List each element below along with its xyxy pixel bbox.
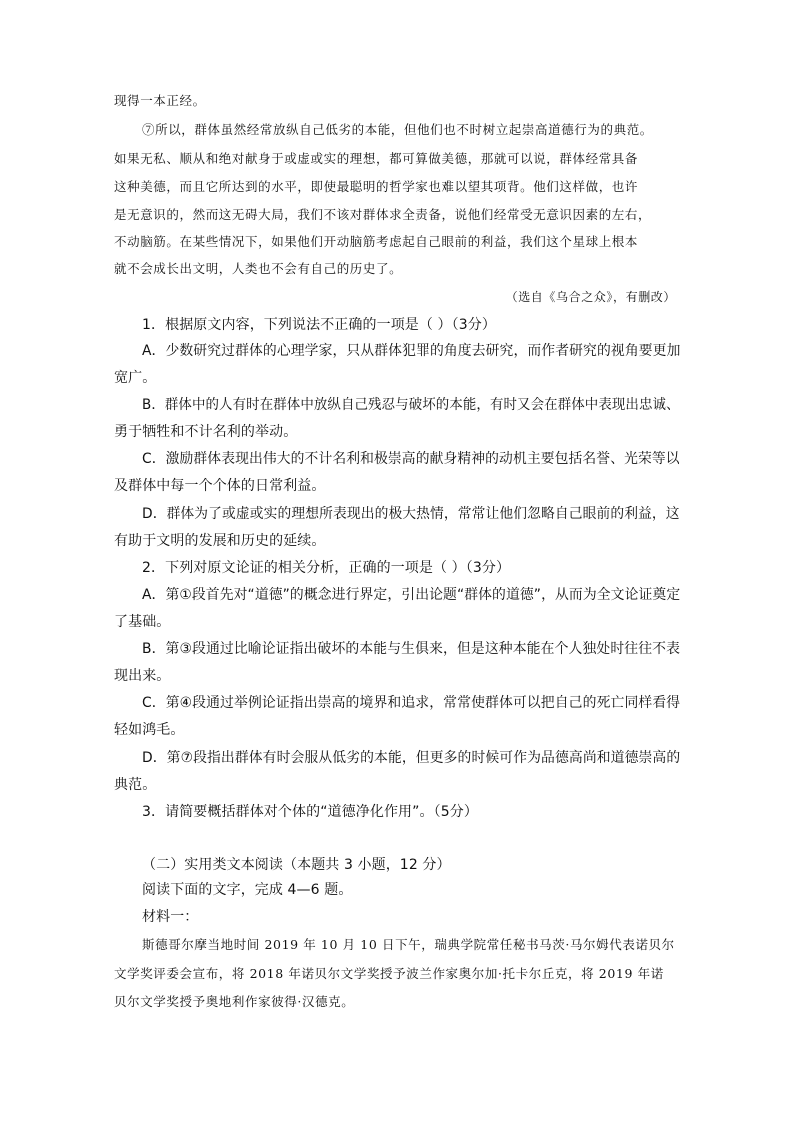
material-1-line: 斯德哥尔摩当地时间 2019 年 10 月 10 日下午，瑞典学院常任秘书马茨·马尔姆代表诺贝尔 [142, 937, 675, 952]
question-1-option-b-cont: 勇于牺牲和不计名利的举动。 [114, 424, 298, 440]
passage-line: 不动脑筋。在某些情况下，如果他们开动脑筋考虑起自己眼前的利益，我们这个星球上根本 [114, 234, 639, 249]
question-2-stem: 2．下列对原文论证的相关分析，正确的一项是（ ）（3分） [142, 560, 511, 576]
question-2-option-d-cont: 典范。 [114, 777, 157, 793]
passage-line: 这种美德，而且它所达到的水平，即使最聪明的哲学家也难以望其项背。他们这样做，也许 [114, 179, 639, 194]
question-2-option-b: B．第③段通过比喻论证指出破坏的本能与生俱来，但是这种本能在个人独处时往往不表 [142, 641, 681, 657]
material-1-line: 文学奖评委会宣布，将 2018 年诺贝尔文学奖授予波兰作家奥尔加·托卡尔丘克，将 2019 年诺 [114, 966, 664, 981]
passage-paragraph-7: ⑦所以，群体虽然经常放纵自己低劣的本能，但他们也不时树立起崇高道德行为的典范。 [142, 122, 653, 137]
question-1-option-d-cont: 有助于文明的发展和历史的延续。 [114, 533, 326, 549]
passage-line: 如果无私、顺从和绝对献身于或虚或实的理想，都可算做美德，那就可以说，群体经常具备 [114, 151, 639, 166]
section-2-heading: （二）实用类文本阅读（本题共 3 小题，12 分） [142, 857, 451, 873]
question-1-option-c: C．激励群体表现出伟大的不计名利和极崇高的献身精神的动机主要包括名誉、光荣等以 [142, 451, 680, 467]
question-1-stem: 1．根据原文内容，下列说法不正确的一项是（ ）（3分） [142, 317, 496, 333]
question-2-option-a: A．第①段首先对“道德”的概念进行界定，引出论题“群体的道德”，从而为全文论证奠定 [142, 587, 681, 603]
passage-line: 就不会成长出文明，人类也不会有自己的历史了。 [114, 261, 403, 276]
question-1-option-c-cont: 及群体中每一个个体的日常利益。 [114, 478, 326, 494]
question-1-option-a: A．少数研究过群体的心理学家，只从群体犯罪的角度去研究，而作者研究的视角要更加 [142, 343, 681, 359]
question-2-option-c-cont: 轻如鸿毛。 [114, 722, 185, 738]
passage-line: 现得一本正经。 [114, 93, 206, 108]
question-2-option-b-cont: 现出来。 [114, 668, 171, 684]
passage-source: （选自《乌合之众》，有删改） [505, 290, 676, 304]
material-1-label: 材料一： [142, 909, 199, 925]
question-1-option-a-cont: 宽广。 [114, 370, 157, 386]
question-3-stem: 3．请简要概括群体对个体的“道德净化作用”。（5分） [142, 804, 478, 820]
passage-line: 是无意识的，然而这无碍大局，我们不该对群体求全责备，说他们经常受无意识因素的左右， [114, 207, 652, 222]
question-2-option-c: C．第④段通过举例论证指出崇高的境界和追求，常常使群体可以把自己的死亡同样看得 [142, 695, 681, 711]
question-2-option-a-cont: 了基础。 [114, 614, 171, 630]
question-1-option-d: D．群体为了或虚或实的理想所表现出的极大热情，常常让他们忽略自己眼前的利益，这 [142, 506, 680, 522]
question-2-option-d: D．第⑦段指出群体有时会服从低劣的本能，但更多的时候可作为品德高尚和道德崇高的 [142, 750, 681, 766]
section-2-instruction: 阅读下面的文字，完成 4—6 题。 [142, 882, 353, 898]
material-1-line: 贝尔文学奖授予奥地利作家彼得·汉德克。 [114, 994, 355, 1009]
question-1-option-b: B．群体中的人有时在群体中放纵自己残忍与破坏的本能，有时又会在群体中表现出忠诚、 [142, 397, 680, 413]
